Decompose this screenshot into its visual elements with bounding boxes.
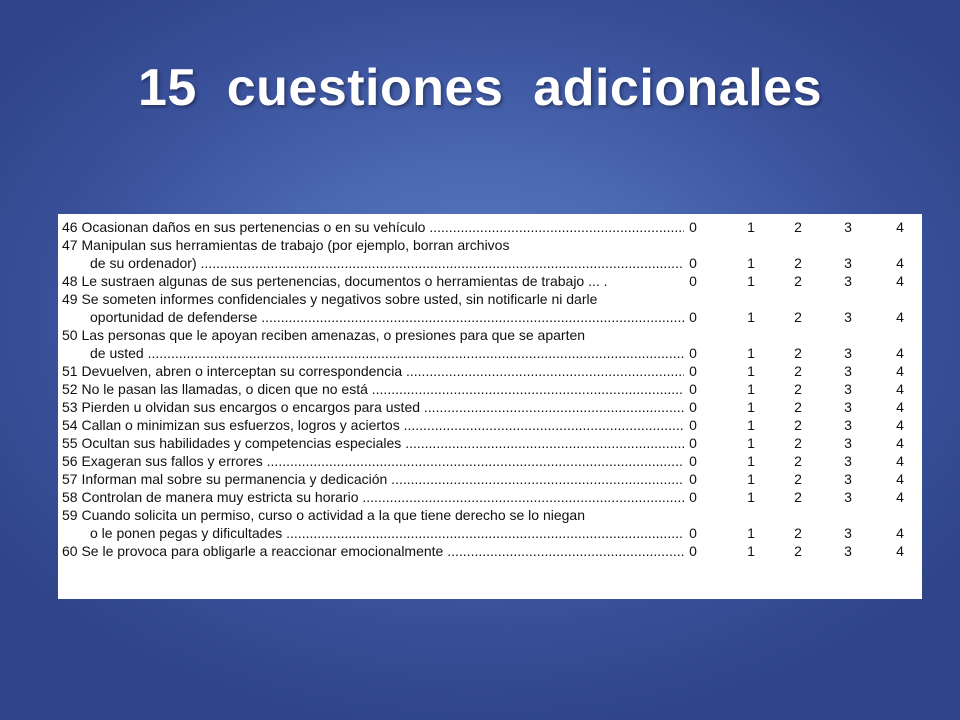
score-option: 2 — [794, 399, 802, 415]
question-text: 48 Le sustraen algunas de sus pertenencias, documentos o herramientas de trabajo ... . — [62, 273, 608, 289]
question-row — [58, 344, 922, 362]
score-option: 4 — [896, 399, 904, 415]
score-option: 1 — [747, 363, 755, 379]
score-option: 3 — [844, 525, 852, 541]
score-option: 4 — [896, 417, 904, 433]
score-option: 4 — [896, 525, 904, 541]
score-option: 1 — [747, 417, 755, 433]
question-text: 53 Pierden u olvidan sus encargos o encargos para usted ..... — [62, 398, 684, 416]
score-option: 4 — [896, 363, 904, 379]
score-option: 1 — [747, 543, 755, 559]
score-option: 2 — [794, 489, 802, 505]
score-option: 0 — [689, 255, 697, 271]
score-option: 4 — [896, 543, 904, 559]
score-option: 2 — [794, 453, 802, 469]
score-option: 2 — [794, 435, 802, 451]
score-option: 3 — [844, 381, 852, 397]
question-row — [58, 236, 922, 254]
question-row — [58, 398, 922, 416]
score-option: 3 — [844, 345, 852, 361]
question-row — [58, 308, 922, 326]
score-option: 0 — [689, 273, 697, 289]
score-option: 3 — [844, 363, 852, 379]
score-option: 0 — [689, 435, 697, 451]
question-row — [58, 542, 922, 560]
question-text: 52 No le pasan las llamadas, o dicen que no está ..... — [62, 380, 684, 398]
score-option: 1 — [747, 525, 755, 541]
question-row — [58, 326, 922, 344]
score-option: 3 — [844, 219, 852, 235]
score-option: 3 — [844, 255, 852, 271]
score-option: 2 — [794, 219, 802, 235]
score-option: 0 — [689, 381, 697, 397]
score-option: 1 — [747, 309, 755, 325]
score-option: 4 — [896, 219, 904, 235]
score-option: 0 — [689, 525, 697, 541]
score-option: 3 — [844, 309, 852, 325]
question-text: 54 Callan o minimizan sus esfuerzos, logros y aciertos ..... — [62, 416, 684, 434]
score-option: 4 — [896, 435, 904, 451]
question-text: 60 Se le provoca para obligarle a reaccionar emocionalmente ..... — [62, 542, 684, 560]
question-text: 47 Manipulan sus herramientas de trabajo (por ejemplo, borran archivos — [62, 237, 510, 253]
question-row — [58, 290, 922, 308]
question-text: 50 Las personas que le apoyan reciben amenazas, o presiones para que se aparten — [62, 327, 586, 343]
question-text: 49 Se someten informes confidenciales y negativos sobre usted, sin notificarle ni darle — [62, 291, 598, 307]
score-option: 1 — [747, 381, 755, 397]
question-text: 55 Ocultan sus habilidades y competencias especiales ..... — [62, 434, 684, 452]
score-option: 0 — [689, 345, 697, 361]
score-option: 0 — [689, 489, 697, 505]
score-option: 0 — [689, 471, 697, 487]
score-option: 0 — [689, 417, 697, 433]
question-text: oportunidad de defenderse ..... — [90, 308, 684, 326]
question-text: 51 Devuelven, abren o interceptan su correspondencia ..... — [62, 362, 684, 380]
score-option: 2 — [794, 345, 802, 361]
score-option: 4 — [896, 489, 904, 505]
question-row — [58, 434, 922, 452]
score-option: 1 — [747, 399, 755, 415]
score-option: 4 — [896, 255, 904, 271]
question-row — [58, 524, 922, 542]
question-row — [58, 506, 922, 524]
score-option: 2 — [794, 363, 802, 379]
score-option: 3 — [844, 471, 852, 487]
score-option: 1 — [747, 273, 755, 289]
score-option: 4 — [896, 345, 904, 361]
question-text: 56 Exageran sus fallos y errores ..... — [62, 452, 684, 470]
score-option: 1 — [747, 471, 755, 487]
score-option: 3 — [844, 417, 852, 433]
question-list — [58, 218, 922, 560]
score-option: 1 — [747, 453, 755, 469]
score-option: 4 — [896, 471, 904, 487]
score-option: 2 — [794, 309, 802, 325]
score-option: 3 — [844, 489, 852, 505]
question-text: de usted ..... — [90, 344, 684, 362]
score-option: 1 — [747, 345, 755, 361]
score-option: 0 — [689, 219, 697, 235]
score-option: 1 — [747, 255, 755, 271]
score-option: 2 — [794, 273, 802, 289]
score-option: 3 — [844, 453, 852, 469]
question-text: 57 Informan mal sobre su permanencia y dedicación ..... — [62, 470, 684, 488]
score-option: 0 — [689, 399, 697, 415]
question-row — [58, 362, 922, 380]
score-option: 0 — [689, 363, 697, 379]
score-option: 2 — [794, 417, 802, 433]
score-option: 3 — [844, 543, 852, 559]
score-option: 2 — [794, 543, 802, 559]
score-option: 1 — [747, 435, 755, 451]
question-text: o le ponen pegas y dificultades ..... — [90, 524, 684, 542]
questionnaire-panel — [58, 214, 922, 599]
score-option: 3 — [844, 399, 852, 415]
score-option: 4 — [896, 381, 904, 397]
question-text: de su ordenador) ..... — [90, 254, 684, 272]
question-row — [58, 488, 922, 506]
score-option: 4 — [896, 453, 904, 469]
question-row — [58, 416, 922, 434]
score-option: 1 — [747, 489, 755, 505]
question-row — [58, 218, 922, 236]
score-option: 2 — [794, 255, 802, 271]
score-option: 0 — [689, 309, 697, 325]
question-text: 46 Ocasionan daños en sus pertenencias o en su vehículo ..... — [62, 218, 684, 236]
question-row — [58, 272, 922, 290]
question-row — [58, 470, 922, 488]
score-option: 4 — [896, 273, 904, 289]
slide-title: 15 cuestiones adicionales — [137, 59, 822, 117]
score-option: 1 — [747, 219, 755, 235]
question-text: 58 Controlan de manera muy estricta su horario ..... — [62, 488, 684, 506]
question-row — [58, 452, 922, 470]
score-option: 0 — [689, 543, 697, 559]
score-option: 0 — [689, 453, 697, 469]
score-option: 3 — [844, 273, 852, 289]
score-option: 2 — [794, 471, 802, 487]
question-row — [58, 254, 922, 272]
score-option: 3 — [844, 435, 852, 451]
question-row — [58, 380, 922, 398]
score-option: 4 — [896, 309, 904, 325]
score-option: 2 — [794, 525, 802, 541]
question-text: 59 Cuando solicita un permiso, curso o actividad a la que tiene derecho se lo niegan — [62, 507, 585, 523]
score-option: 2 — [794, 381, 802, 397]
